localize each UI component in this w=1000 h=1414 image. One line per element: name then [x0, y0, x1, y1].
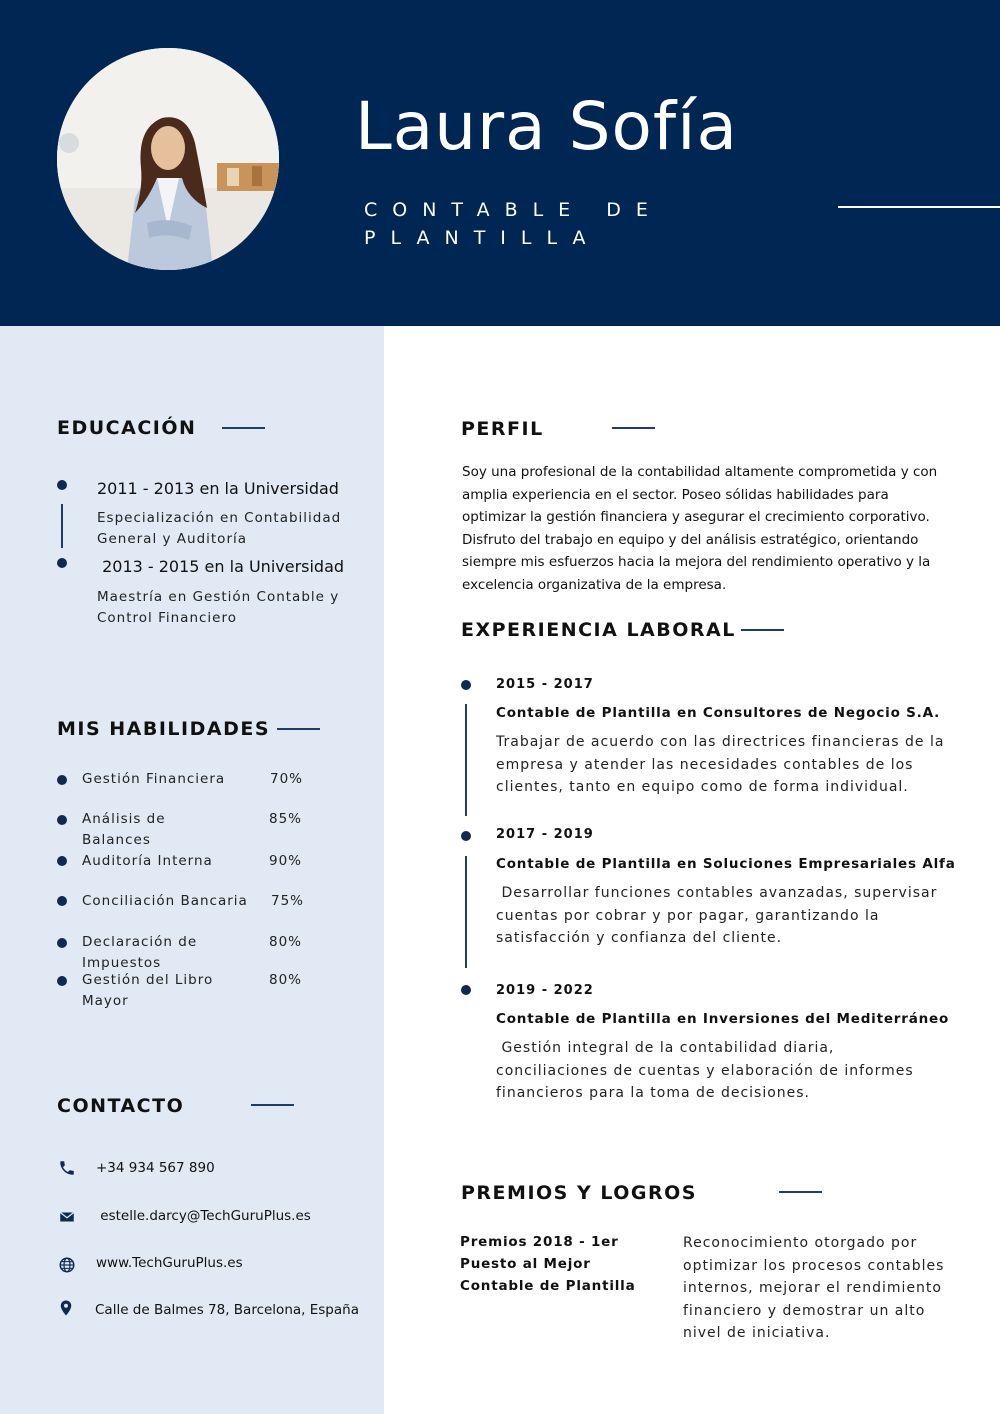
skill-percent: 80%	[269, 934, 303, 950]
awards-title-rule	[779, 1191, 822, 1193]
experience-bullet	[461, 831, 471, 841]
header-banner	[0, 0, 1000, 326]
header-divider	[838, 206, 1000, 208]
globe-icon	[58, 1256, 76, 1274]
skill-name: Declaración de Impuestos	[82, 934, 198, 971]
job-dates: 2017 - 2019	[496, 827, 594, 842]
skill-name: Auditoría Interna	[82, 853, 213, 869]
skill-bullet	[57, 815, 67, 825]
phone-icon	[58, 1159, 76, 1177]
profile-photo	[57, 48, 279, 270]
experience-timeline-line	[465, 704, 467, 816]
contact-title: CONTACTO	[57, 1095, 185, 1117]
experience-bullet	[461, 680, 471, 690]
skill-name: Análisis de Balances	[82, 811, 166, 848]
contact-website[interactable]: www.TechGuruPlus.es	[96, 1255, 243, 1271]
awards-title: PREMIOS Y LOGROS	[461, 1182, 697, 1204]
award-description: Reconocimiento otorgado por optimizar los procesos contables internos, mejorar el rendimiento financiero y demostrar un alto nivel de iniciativa.	[683, 1235, 945, 1341]
skill-percent: 80%	[269, 972, 303, 988]
skill-percent: 70%	[270, 771, 304, 787]
profile-title: PERFIL	[461, 418, 544, 440]
contact-address: Calle de Balmes 78, Barcelona, España	[95, 1302, 359, 1318]
skill-bullet	[57, 856, 67, 866]
experience-title: EXPERIENCIA LABORAL	[461, 619, 736, 641]
skill-percent: 90%	[269, 853, 303, 869]
job-title: Contable de Plantilla en Inversiones del Mediterráneo	[496, 1011, 950, 1027]
job-dates: 2015 - 2017	[496, 677, 594, 692]
location-pin-icon	[57, 1299, 75, 1317]
skill-bullet	[57, 938, 67, 948]
education-item-heading: 2011 - 2013 en la Universidad	[97, 479, 339, 498]
profile-title-rule	[612, 427, 655, 429]
portrait-image	[57, 48, 279, 270]
job-description: Trabajar de acuerdo con las directrices financieras de la empresa y atender las necesidades contables de los clientes, tanto en equipo como de forma individual.	[496, 734, 945, 795]
job-title: Contable de Plantilla en Soluciones Empresariales Alfa	[496, 856, 956, 872]
education-title-rule	[222, 427, 265, 429]
experience-bullet	[461, 985, 471, 995]
skill-bullet	[57, 976, 67, 986]
skill-percent: 75%	[271, 893, 305, 909]
skill-name: Gestión Financiera	[82, 771, 226, 787]
contact-email[interactable]: estelle.darcy@TechGuruPlus.es	[96, 1208, 311, 1224]
education-item-description: Maestría en Gestión Contable y Control Financiero	[97, 589, 340, 626]
job-description: Desarrollar funciones contables avanzadas, supervisar cuentas por cobrar y por pagar, garantizando la satisfacción y confianza del cliente.	[496, 885, 943, 946]
skill-bullet	[57, 775, 67, 785]
education-bullet	[57, 480, 67, 490]
profile-text: Soy una profesional de la contabilidad altamente comprometida y con amplia experiencia en el sector. Poseo sólidas habilidades para optimizar la gestión financiera y asegurar el crecimiento corporativo. Disfruto del trabajo en equipo y del análisis estratégico, orientando siempre mis esfuerzos hacia la mejora del rendimiento operativo y la excelencia organizativa de la empresa.	[462, 464, 938, 593]
skill-bullet	[57, 896, 67, 906]
person-name: Laura Sofía	[355, 88, 738, 165]
skills-title-rule	[277, 728, 320, 730]
job-description: Gestión integral de la contabilidad diaria, conciliaciones de cuentas y elaboración de informes financieros para la toma de decisiones.	[496, 1040, 920, 1101]
job-subtitle: CONTABLE DE PLANTILLA	[364, 199, 663, 249]
education-title: EDUCACIÓN	[57, 417, 197, 439]
education-item-heading: 2013 - 2015 en la Universidad	[97, 557, 345, 576]
award-title: Premios 2018 - 1er Puesto al Mejor Contable de Plantilla	[460, 1234, 636, 1294]
skill-name: Conciliación Bancaria	[82, 893, 248, 909]
experience-timeline-line	[465, 856, 467, 968]
job-title: Contable de Plantilla en Consultores de Negocio S.A.	[496, 705, 941, 721]
mail-icon	[58, 1208, 76, 1226]
education-bullet	[57, 558, 67, 568]
contact-title-rule	[251, 1104, 294, 1106]
education-item-description: Especialización en Contabilidad General y Auditoría	[97, 510, 342, 547]
skill-percent: 85%	[269, 811, 303, 827]
education-timeline-line	[61, 504, 63, 548]
contact-phone[interactable]: +34 934 567 890	[96, 1160, 215, 1176]
experience-title-rule	[741, 629, 784, 631]
skill-name: Gestión del Libro Mayor	[82, 972, 214, 1009]
job-dates: 2019 - 2022	[496, 983, 594, 998]
skills-title: MIS HABILIDADES	[57, 718, 271, 740]
